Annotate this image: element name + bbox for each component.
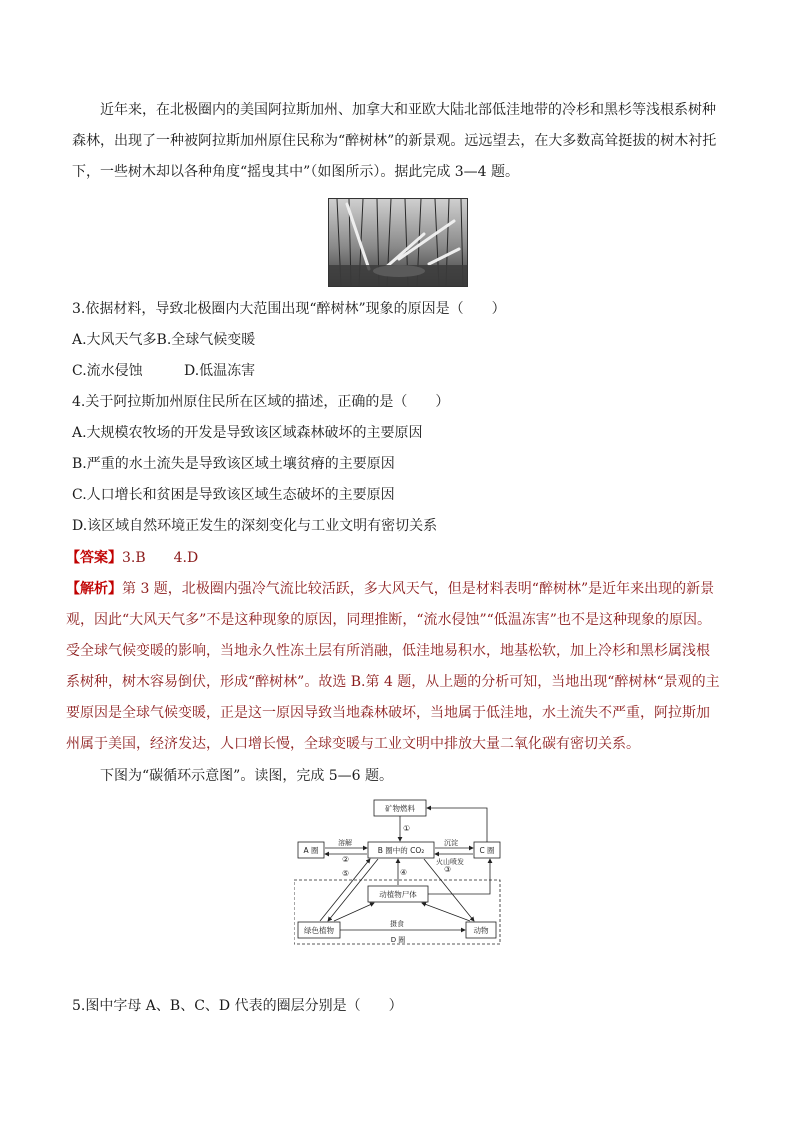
sediment-label: 沉淀 [444,839,458,847]
answer-line [66,548,198,568]
sphere-a-label: A 圈 [303,846,319,855]
arrow-4-marker: ④ [400,868,408,877]
question-4-stem: 4.关于阿拉斯加州原住民所在区域的描述，正确的是（ ） [72,394,450,410]
question-4-option-c: C.人口增长和贫困是导致该区域生态破坏的主要原因 [72,487,395,503]
volcano-label: 火山喷发 [436,858,464,866]
answer-text: 3.B 4.D [122,550,199,566]
question-3-stem: 3.依据材料，导致北极圈内大范围出现“醉树林”现象的原因是（ ） [72,301,506,317]
question-4-option-b: B.严重的水土流失是导致该区域土壤贫瘠的主要原因 [72,456,395,472]
question-4-option-d: D.该区域自然环境正发生的深刻变化与工业文明有密切关系 [72,518,438,534]
sphere-c-label: C 圈 [479,846,495,855]
feeding-label: 摄食 [390,920,404,928]
question-5-stem: 5.图中字母 A、B、C、D 代表的圈层分别是（ ） [72,998,403,1014]
intro-paragraph: 近年来，在北极圈内的美国阿拉斯加州、加拿大和亚欧大陆北部低洼地带的冷杉和黑杉等浅根系树种森林，出现了一种被阿拉斯加州原住民称为“醉树林”的新景观。远远望去，在大多数高耸挺拔的树木衬托下，一些树木却以各种角度“摇曳其中”（如图所示）。据此完成 3—4 题。 [72,102,717,180]
analysis-text: 第 3 题，北极圈内强冷气流比较活跃，多大风天气，但是材料表明“醉树林”是近年来出现的新景观，因此“大风天气多”不是这种现象的原因，同理推断，“流水侵蚀”“低温冻害”也不是这种现象的原因。受全球气候变暖的影响，当地永久性冻土层有所消融，低洼地易积水，地基松软，加上冷杉和黑杉属浅根系树种，树木容易倒伏，形成“醉树林”。故选 B.第 4 题，从上题的分析可知，当地出现“醉树林“景观的主要原因是全球气候变暖，正是这一原因导致当地森林破坏，当地属于低洼地，水土流失不严重，阿拉斯加州属于美国，经济发达，人口增长慢，全球变暖与工业文明中排放大量二氧化碳有密切关系。 [66,581,720,752]
analysis-paragraph [66,574,723,760]
question-3-option-c: C.流水侵蚀 [72,363,143,379]
arrow-3-marker: ③ [444,865,452,874]
carbon-cycle-diagram [294,796,506,946]
sphere-b-co2-label: B 圈中的 CO₂ [377,846,425,855]
fossil-fuel-label: 矿物燃料 [385,804,415,813]
green-plants-label: 绿色植物 [304,926,334,935]
arrow-5-marker: ⑤ [342,869,350,878]
question-4-option-a: A.大规模农牧场的开发是导致该区域森林破坏的主要原因 [72,425,423,441]
diagram-intro: 下图为“碳循环示意图”。读图，完成 5—6 题。 [100,768,394,784]
answer-label: 【答案】 [66,550,122,566]
sphere-d-label: D 圈 [390,936,406,944]
animals-label: 动物 [473,926,489,935]
dissolve-label: 溶解 [338,839,352,847]
question-3-options-ab: A.大风天气多B.全球气候变暖 [72,332,256,348]
arrow-2-marker: ② [342,855,350,864]
arrow-1-marker: ① [403,824,411,833]
drunken-forest-photo [328,198,468,287]
remains-label: 动植物尸体 [379,890,417,899]
analysis-label: 【解析】 [66,581,122,597]
question-3-option-d: D.低温冻害 [184,363,256,379]
